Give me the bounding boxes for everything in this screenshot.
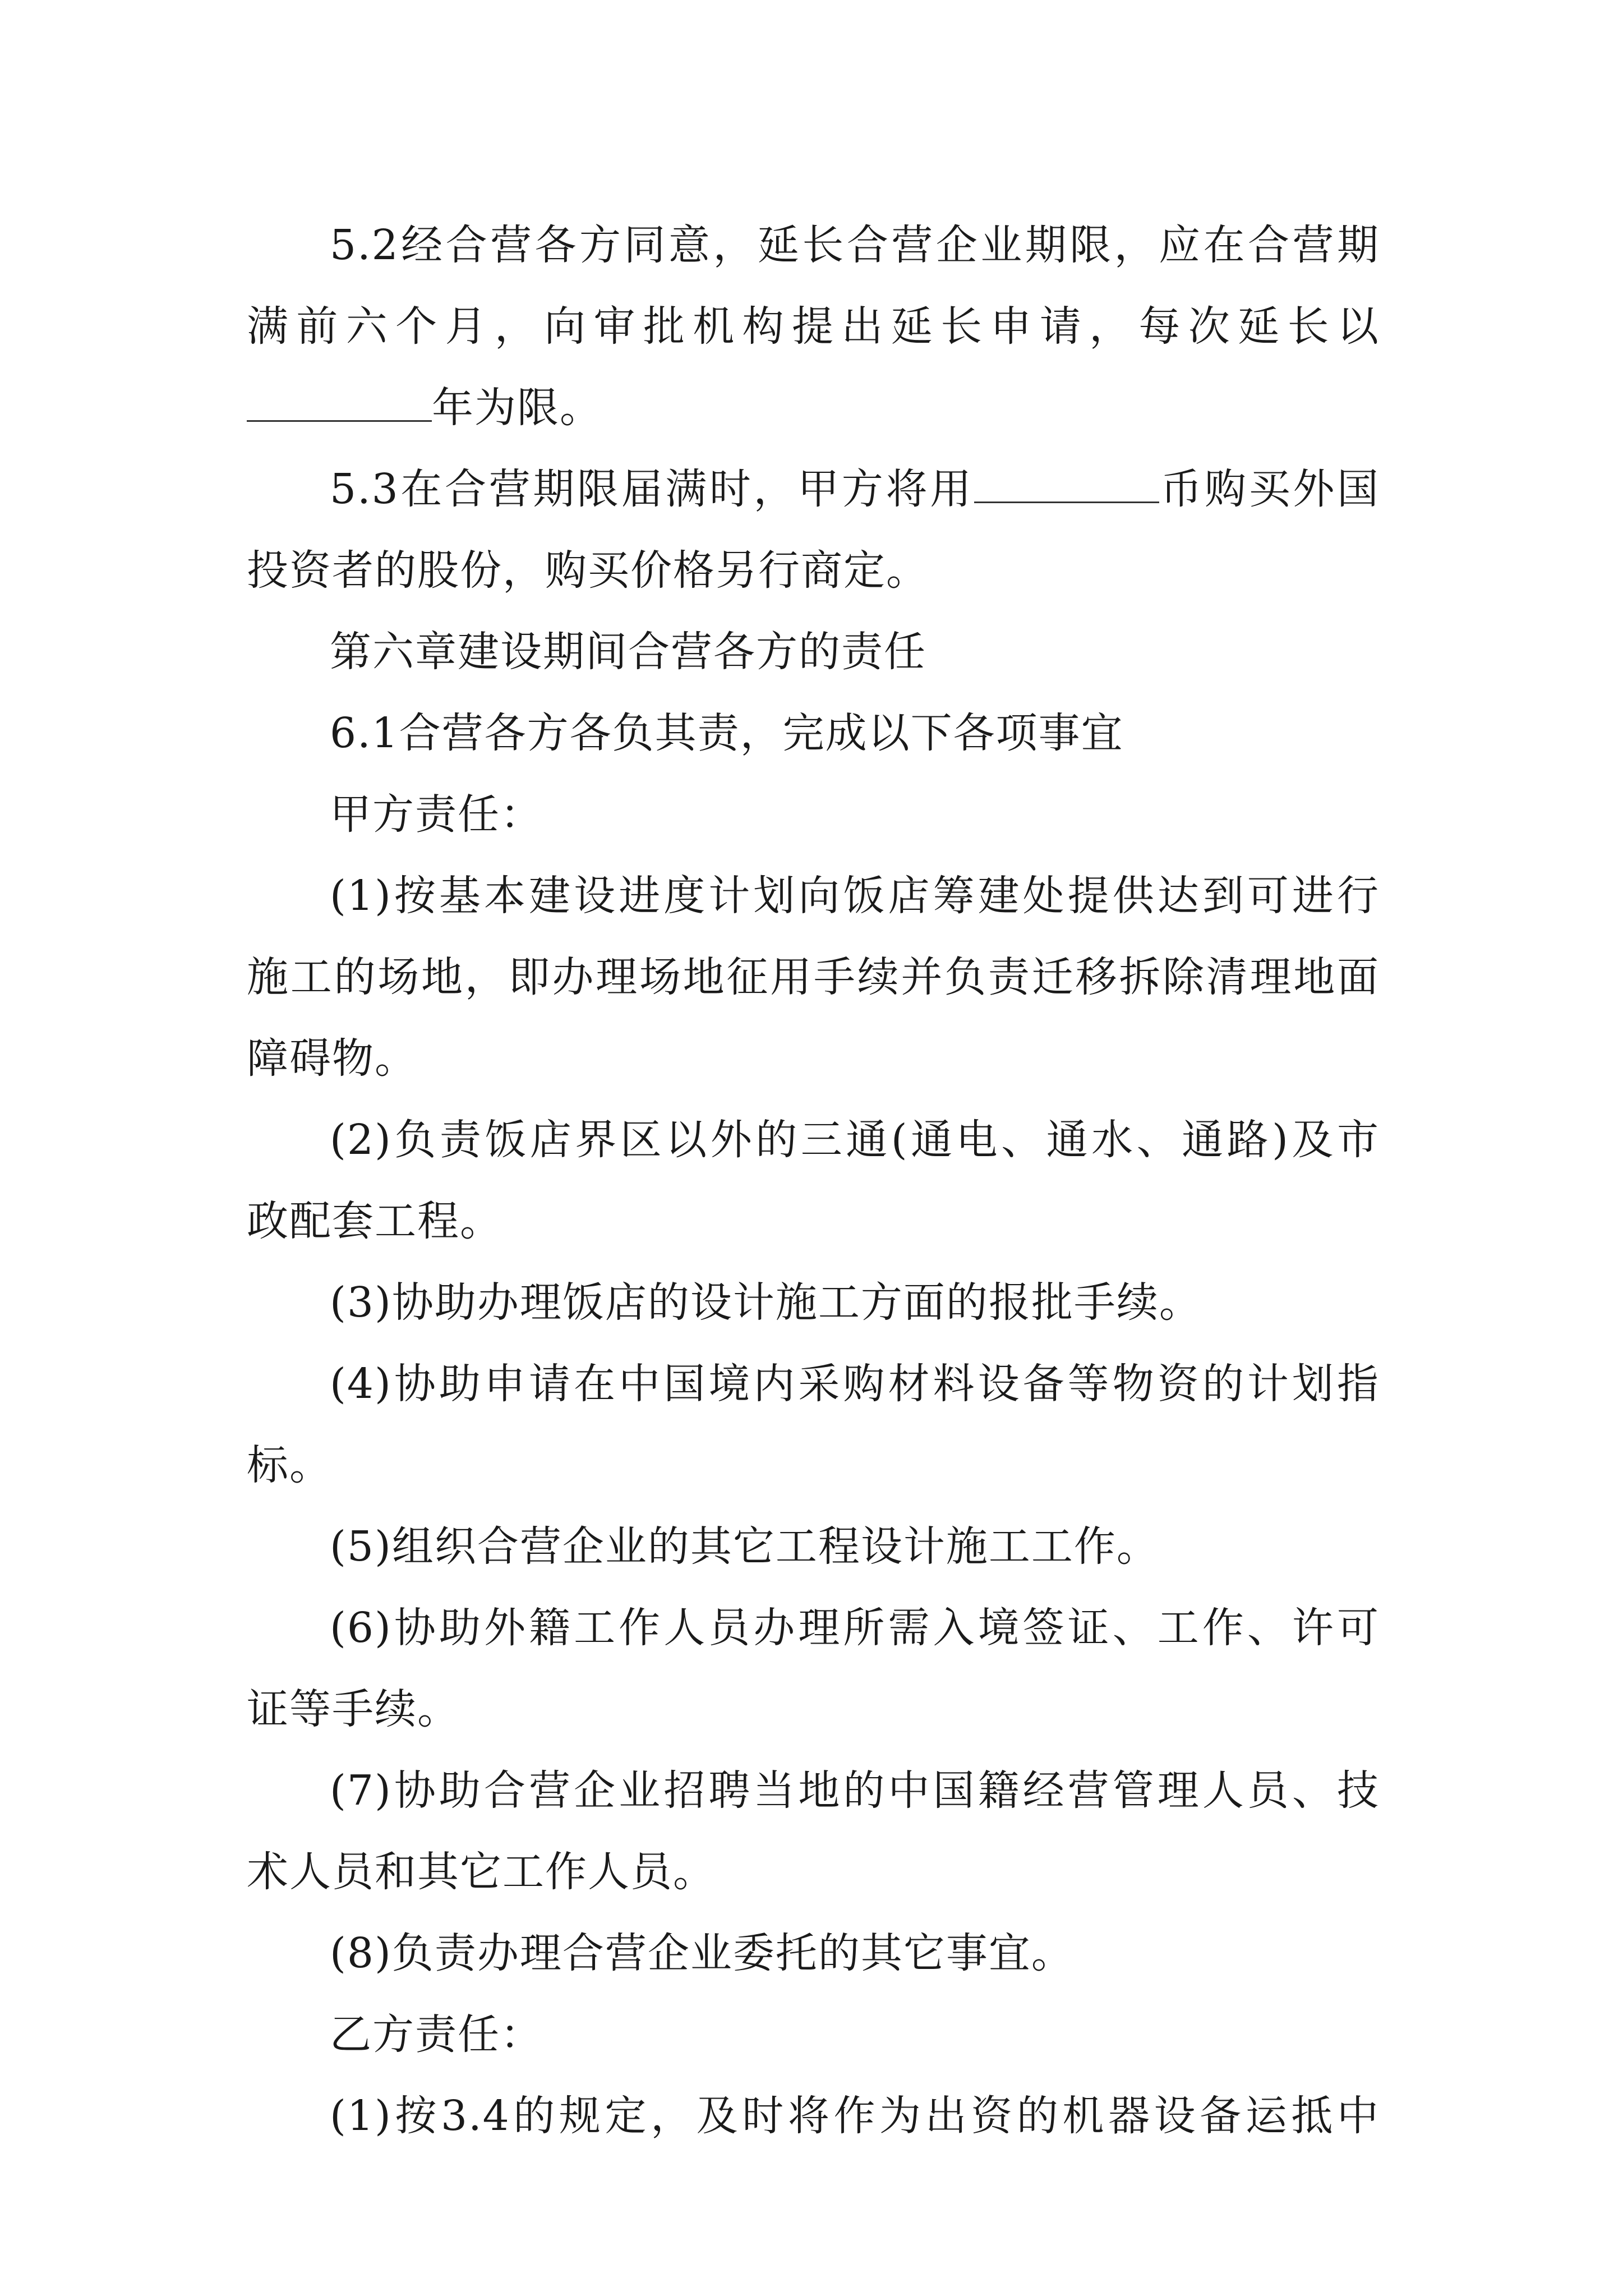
item-a4: [247, 1343, 1380, 1425]
paragraph-5-2-line-1: 5.2经合营各方同意，延长合营企业期限，应在合营期: [330, 221, 1380, 269]
document-body: [247, 205, 1380, 2157]
party-b-heading-text: 乙方责任：: [330, 2010, 543, 2059]
item-b1-line-1: (1)按3.4的规定，及时将作为出资的机器设备运抵中: [330, 2092, 1380, 2140]
blank-years-field[interactable]: [247, 385, 432, 422]
item-a1-line-2: 施工的场地，即办理场地征用手续并负责迁移拆除清理地面: [247, 953, 1380, 1001]
item-a8-text: (8)负责办理合营企业委托的其它事宜。: [330, 1929, 1074, 1977]
item-a7-line-1: (7)协助合营企业招聘当地的中国籍经营管理人员、技: [330, 1766, 1380, 1815]
item-a3: [247, 1262, 1380, 1343]
item-a2: [247, 1099, 1380, 1181]
paragraph-5-2-line-3: 年为限。: [432, 384, 602, 432]
blank-currency-field[interactable]: [974, 467, 1159, 503]
item-a1-end: [247, 1018, 1380, 1099]
paragraph-5-2-cont: [247, 286, 1380, 367]
item-a2-line-1: (2)负责饭店界区以外的三通(通电、通水、通路)及市: [330, 1116, 1380, 1164]
chapter-6-title-text: 第六章建设期间合营各方的责任: [330, 628, 926, 676]
item-b1: [247, 2076, 1380, 2157]
item-a6: [247, 1588, 1380, 1669]
paragraph-5-2-line-2: 满前六个月，向审批机构提出延长申请，每次延长以: [247, 302, 1380, 351]
party-a-heading-text: 甲方责任：: [330, 790, 543, 839]
item-a4-line-2: 标。: [247, 1441, 332, 1489]
paragraph-5-3-line-2: 投资者的股份，购买价格另行商定。: [247, 546, 929, 595]
party-a-heading: [247, 774, 1380, 855]
item-a6-line-2: 证等手续。: [247, 1685, 460, 1733]
item-a2-line-2: 政配套工程。: [247, 1197, 502, 1245]
item-a4-cont: [247, 1425, 1380, 1506]
item-a6-line-1: (6)协助外籍工作人员办理所需入境签证、工作、许可: [330, 1604, 1380, 1652]
item-a1-line-3: 障碍物。: [247, 1034, 417, 1083]
party-b-heading: [247, 1994, 1380, 2076]
paragraph-5-3-after: 币购买外国: [1159, 465, 1380, 513]
section-6-1: [247, 693, 1380, 774]
paragraph-5-3-before: 5.3在合营期限届满时，甲方将用: [330, 465, 974, 513]
item-a7-line-2: 术人员和其它工作人员。: [247, 1848, 716, 1896]
paragraph-5-3: [247, 449, 1380, 530]
paragraph-5-2: [247, 205, 1380, 286]
paragraph-5-3-cont: [247, 530, 1380, 611]
paragraph-5-2-end: [247, 367, 1380, 449]
item-a1: [247, 855, 1380, 937]
item-a7-cont: [247, 1832, 1380, 1913]
item-a3-text: (3)协助办理饭店的设计施工方面的报批手续。: [330, 1278, 1202, 1327]
chapter-6-title: [247, 611, 1380, 693]
item-a5-text: (5)组织合营企业的其它工程设计施工工作。: [330, 1522, 1159, 1571]
section-6-1-text: 6.1合营各方各负其责，完成以下各项事宜: [330, 709, 1124, 757]
item-a8: [247, 1913, 1380, 1994]
item-a7: [247, 1750, 1380, 1832]
item-a4-line-1: (4)协助申请在中国境内采购材料设备等物资的计划指: [330, 1360, 1380, 1408]
item-a6-cont: [247, 1669, 1380, 1750]
item-a1-cont: [247, 937, 1380, 1018]
item-a1-line-1: (1)按基本建设进度计划向饭店筹建处提供达到可进行: [330, 872, 1380, 920]
item-a5: [247, 1506, 1380, 1588]
item-a2-cont: [247, 1181, 1380, 1262]
